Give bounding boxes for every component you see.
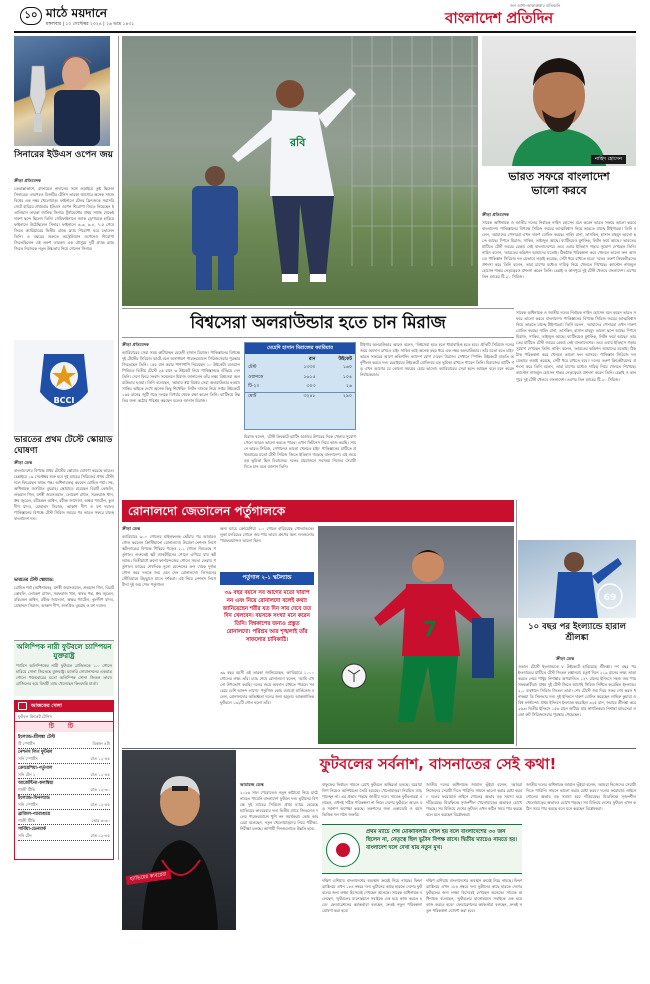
ronaldo-headline: রোনালদো জেতালেন পর্তুগালকে xyxy=(122,500,514,522)
india-squad-subheading: ভারতের টেস্ট স্কোয়াড: xyxy=(14,578,54,583)
tv-rows xyxy=(15,732,113,841)
career-table-row xyxy=(245,364,355,373)
womens-football-headline: অলিম্পিক নারী ফুটবলে চ্যাম্পিয়ন যুক্তরাষ্ট্র xyxy=(16,643,112,660)
mehidy-bowling-photo xyxy=(122,36,478,306)
football-body-col4: জাতীয় দলের অধিনায়ক জামাল ভূঁইয়া বলেন, 'আমরা নিজেদের সেরাটা দিতে পারিনি। সামনে ভালো করার চেষ্টা করব।' দলের ফরোয়ার্ড লাইনে গোলের অভাব বড় সমস্যা হয়ে দাঁড়িয়েছে। মিডফিল্ডে সৃজনশীল খেলোয়াড়ের অভাবও চোখে পড়ছে। সব মিলিয়ে দেশের ফুটবল এখন কঠিন সময় পার করছে বলে মনে করছেন বিশ্লেষকরা। xyxy=(426,782,522,818)
miraz-body-col3: টাইগার অলরাউন্ডার আরও বলেন, 'বিশ্বসেরা হতে হলে ধারাবাহিক হতে হবে। প্রতিটি সিরিজে দলের জয়ে অবদান রাখতে চাই। সাকিব ভাই অনেক বছর ধরে এক নম্বর অলরাউন্ডার। তাঁর মতো হতে চাই।' ভারত সফরের আগে কন্ডিশনিং ক্যাম্পে যোগ দেবেন মিরাজ। সেখানে স্পিনিং উইকেটে বাড়তি অনুশীলন করবে দল। চেন্নাইয়ের উইকেটে বোলিংয়ে বড় ভূমিকা রাখতে পারেন তিনি। মিরাজের ব্যাটিং গড় এখন আগের যে কোনো সময়ের চেয়ে ভালো। ক্যারিয়ারের সেরা ছন্দে আছেন বলে মনে করেন নির্বাচকরাও। xyxy=(360,342,514,378)
tv-icon xyxy=(18,702,27,710)
header-rule xyxy=(14,31,636,33)
miraz-byline: ক্রীড়া প্রতিবেদক xyxy=(122,342,149,347)
career-cell-fmt: টেস্ট xyxy=(248,365,257,371)
page-number: ১০ xyxy=(24,10,38,22)
football-body-col1: ২০২৬ সাল পেরোলেও নতুন কাঠামো নিয়ে মাঠে নামতে পারেনি বাংলাদেশ ফুটবল দল। ভুটানের বিপক্ষে দুই ম্যাচের সিরিজে প্রথম ম্যাচে হেরেছে হ্যাভিয়ের কাবরেরার দল। দ্বিতীয় ম্যাচে জিতলেও দলের পারফরম্যান্সে খুশি নন সমর্থকরা। কোচ কাবরেরা বলেছেন, নতুন খেলোয়াড়দের নিয়ে পরীক্ষা-নিরীক্ষা চলছে। আগামী দিনগুলোতে উন্নতি হবে। xyxy=(240,790,318,832)
nahid-byline: ক্রীড়া প্রতিবেদক xyxy=(482,212,509,217)
bcci-logo-panel xyxy=(14,340,114,432)
sri-lanka-body: ওভাল টেস্টে ইংল্যান্ডকে ৮ উইকেটে হারিয়েছে শ্রীলঙ্কা। দশ বছর পর ইংল্যান্ডের মাটিতে টেস্ট জিতল লঙ্কানরা। চতুর্থ দিনে ২১৯ রানের লক্ষ্য তাড়া করতে নেমে পাথুম নিশাঙ্কার অপরাজিত ১২৭ রানের ইনিংসে সহজ জয় পায় সফরকারীরা। প্রথম দুই টেস্ট জিতে আগেই সিরিজ নিশ্চিত করেছিল ইংল্যান্ড। ২-১ ব্যবধানে সিরিজ জিতল তারা। শেষ টেস্টে জয় দিয়ে সফর শেষ করল ধনাঞ্জয়া ডি সিলভার দল। দুই ইনিংসে দারুণ বোলিং করেছেন লাহিরু কুমারা ও বিশ্ব ফার্নান্দো। প্রথম ইনিংসে ইংল্যান্ড করেছিল ৩২৫ রান, জবাবে শ্রীলঙ্কা করে ২৬৩। দ্বিতীয় ইনিংসে ১৫৬ রানে গুটিয়ে যায় স্বাগতিকরা। নিশাঙ্কা ম্যাচসেরা ও জো রুট সিরিজসেরার পুরস্কার পেয়েছেন। xyxy=(518,664,636,718)
career-table xyxy=(245,356,355,402)
tv-event: নেশনস লিগ ফুটবল xyxy=(18,750,53,756)
career-cell-wkts: ২৯০ xyxy=(343,394,352,399)
career-cell-runs: ৩২৪৮ xyxy=(303,394,316,399)
india-squad-list: রোহিত শর্মা (অধিনায়ক), যশস্বী জয়সওয়াল, শুভমান গিল, বিরাট কোহলি, লোকেশ রাহুল, সরফরাজ খান, ঋষভ পন্ত, ধ্রুব জুরেল, রবিচন্দ্রন অশ্বিন, রবীন্দ্র জাদেজা, অক্ষর প্যাটেল, কুলদীপ যাদব, মোহাম্মদ সিরাজ, আকাশ দীপ, জসপ্রিত বুমরাহ ও যশ দয়াল। xyxy=(14,585,114,609)
tv-channel: সনি টেন xyxy=(18,832,32,838)
miraz-body-col1: ক্যারিয়ারের সেরা সময় কাটাচ্ছেন মেহেদী হাসান মিরাজ। পাকিস্তানের বিপক্ষে দুই টেস্টের সিরিজে ব্যাটে-বলে অসাধারণ পারফরম্যান্সে সিরিজসেরার পুরস্কার জিতেছেন তিনি। ১৫৫ রান করার পাশাপাশি নিয়েছেন ১০ উইকেট। রাওয়ালপিন্ডিতে দ্বিতীয় টেস্টে ২৬ রানে ৬ উইকেট নিয়ে পাকিস্তানকে গুঁড়িয়ে দেন তিনি। দেশে ফিরে সংবাদ সম্মেলনে মিরাজ জানালেন তাঁর লক্ষ্য বিশ্বসেরা অলরাউন্ডার হওয়া। তিনি বলেছেন, 'আমার স্বপ্ন বিশ্বের সেরা অলরাউন্ডার হওয়া। সাকিব ভাইকে দেখে অনেক কিছু শিখেছি।' লিটন দাসকে নিয়ে সপ্তম উইকেটে ১৬৫ রানের জুটি গড়ে দলকে বিপর্যয় থেকে রক্ষা করেন তিনি। ব্যাটিংয়ে উন্নতির জন্য কঠোর পরিশ্রম করছেন বলেও জানান মিরাজ। xyxy=(122,350,240,404)
career-table-header: রান উইকেট xyxy=(308,356,352,362)
tv-channel-heading: টি টি xyxy=(15,722,113,732)
ronaldo-body-col2: ৩৯ বছর বয়সী এই তারকা জানিয়েছেন, ক্যারিয়ারে ১০০০ গোলের লক্ষ্য তাঁর। ম্যাচ শেষে রোনালদো বলেন, 'আমি এখনো উপভোগ করছি। দলের জয়ে অবদান রাখতে পারলে সবচেয়ে বেশি আনন্দ লাগে।' পর্তুগিজ কোচ রবার্তো মার্তিনেজ বলেন, রোনালদোর অভিজ্ঞতা দলের জন্য অমূল্য। আন্তর্জাতিক ফুটবলে ১৩২টি গোল হলো তাঁর। xyxy=(220,670,314,706)
tv-event: সার্বিয়া-ডেনমার্ক xyxy=(18,826,46,832)
sinner-body: তেতাল্লাকাশে, রাফায়েল নাদালের সঙ্গে লড়াইয়ে তুষ্ট ছিলেন সিনারের। তারপরও বিজয়ীর টেনিস তারকা আগেরে অনেক সাজে বিশ্বের এক নম্বর খেলোয়াড়। ফাইনালে টেলর ফ্রিৎজকে সরাসরি সেটে হারিয়ে প্রথমবার ইউএস ওপেন শিরোপা জিতে নিয়েছেন ইতালিয়ান তারকা জানিক সিনার। টুর্নামেন্টের প্রথম সপ্তাহ থেকেই দারুণ ছন্দে ছিলেন তিনি। সেমিফাইনালে জ্যাক ড্রেপারকে হারিয়ে ফাইনালে উঠেছিলেন সিনার। ফাইনালে ৬-৩, ৬-৪, ৭-৫ গেমে জিতে ক্যারিয়ারের দ্বিতীয় গ্র্যান্ড স্ল্যাম শিরোপা ঘরে তোলেন তিনি। এ বছরের শুরুতে অস্ট্রেলিয়ান ওপেনেও শিরোপা জিতেছিলেন এই তরুণ তারকা। এক মৌসুমে দুটি গ্র্যান্ড স্ল্যাম জিতে নিজেকে নতুন উচ্চতায় নিয়ে গেলেন সিনার। xyxy=(14,186,114,252)
tv-channel: গাজী টিভি xyxy=(18,786,36,792)
india-squad-body: বাংলাদেশের বিপক্ষে প্রথম টেস্টের স্কোয়াড ঘোষণা করেছে ভারত। চেন্নাইয়ে ১৯ সেপ্টেম্বর শুরু হবে দুই ম্যাচের সিরিজের প্রথম টেস্ট। দলে ফিরেছেন ঋষভ পন্ত। অধিনায়কত্ব করবেন রোহিত শর্মা। সহ-অধিনায়ক জসপ্রিত বুমরাহ। স্কোয়াডে রয়েছেন বিরাট কোহলি, শুভমান গিল, যশস্বী জয়সওয়াল, লোকেশ রাহুল, সরফরাজ খান, ধ্রুব জুরেল, রবীচন্দ্রন অশ্বিন, রবীন্দ্র জাদেজা, অক্ষর প্যাটেল, কুলদীপ যাদব, মোহাম্মদ সিরাজ, আকাশ দীপ ও যশ দয়াল। পাকিস্তানের বিপক্ষে টেস্ট সিরিজ জয়ের পর ভারত সফরে যাচ্ছে বাংলাদেশ দল। xyxy=(14,468,114,522)
date-line: মঙ্গলবার | ১০ সেপ্টেম্বর ২০২৪ | ২৬ ভাদ্র ১৪৩১ xyxy=(46,22,135,27)
tv-channel: সনি স্পোর্টস xyxy=(18,802,38,808)
bff-logo-icon xyxy=(326,833,360,867)
nahid-body: সাবেক অধিনায়ক ও জাতীয় দলের নির্বাচক নাহিদ হোসেন মনে করেন ভারত সফরে ভালো করবে বাংলাদেশ। পাকিস্তানের বিপক্ষে সিরিজ জয়ের আত্মবিশ্বাস নিয়ে ভারতে যাচ্ছে টাইগাররা। তিনি বলেন, 'আমাদের পেসাররা এখন দারুণ বোলিং করছে। নাহিদ রানা, তাসকিন, হাসান মাহমুদ ভালো ছন্দে আছে। স্পিনে মিরাজ, সাকিব, তাইজুল আছে। ব্যাটিংয়েও মুশফিক, লিটন ফর্মে আছে।' ভারতের মাটিতে টেস্ট জয়ের রেকর্ড নেই বাংলাদেশের। তবে এবার ইতিহাস গড়ার সুযোগ দেখছেন তিনি। নাহিদ বলেন, 'ভারতের কন্ডিশন আমাদের মতোই। ঠিকঠাক পরিকল্পনা করে খেললে ভালো ফল আসবে। পাকিস্তান সিরিজে দল যেভাবে লড়াই করেছে, সেটা ধরে রাখতে হবে।' দলের তরুণ ক্রিকেটারদের প্রশংসা করে তিনি বলেন, তারা চাপের মধ্যেও দায়িত্ব নিয়ে খেলতে শিখেছে। ক্যাপ্টেন নাজমুল হোসেন শান্তর নেতৃত্বেরও প্রশংসা করেন তিনি। চেন্নাই ও কানপুরে দুই টেস্ট খেলবে বাংলাদেশ। এরপর তিন ম্যাচের টি-২০ সিরিজ। xyxy=(482,220,636,280)
nahid-headline: ভারত সফরে বাংলাদেশ ভালো করবে xyxy=(508,170,610,197)
tv-schedule xyxy=(14,700,114,860)
career-cell-wkts: ১৬০ xyxy=(343,365,352,371)
tv-channel: সনি টেন ২ xyxy=(18,771,36,777)
ronaldo-score-banner: পর্তুগাল ২-১ স্কটল্যান্ড xyxy=(220,572,314,585)
sri-lanka-headline: ১০ বছর পর ইংল্যান্ডে হারাল শ্রীলঙ্কা xyxy=(528,622,626,643)
tv-time: রাত ১২-৪৫ xyxy=(90,832,110,838)
tv-time: রাত ১২-৩০ xyxy=(90,786,110,792)
india-squad-byline: ক্রীড়া ডেস্ক xyxy=(14,460,33,465)
svg-text:BCCI: BCCI xyxy=(53,396,75,405)
tv-row xyxy=(18,749,110,764)
womens-football-body: প্যারিস অলিম্পিকের নারী ফুটবলে ব্রাজিলকে ১-০ গোলে হারিয়ে সোনা জিতেছে যুক্তরাষ্ট্র। ম্যালরি সোয়ানসনের একমাত্র গোলে পঞ্চমবারের মতো অলিম্পিক সোনা জিতল তারা। ব্রাজিলের হয়ে বিদায়ী ম্যাচ খেলেছেন কিংবদন্তি মার্তা। xyxy=(16,662,112,686)
india-squad-headline: ভারতের প্রথম টেস্টে স্কোয়াড ঘোষণা xyxy=(14,435,113,456)
masthead-logo: বাংলাদেশ প্রতিদিন xyxy=(445,9,553,27)
svg-text:7: 7 xyxy=(423,617,437,641)
tv-note: ফুটবল ক্রিকেট টেনিস xyxy=(15,712,113,722)
football-body-col5: দক্ষিণ এশিয়ায় বাংলাদেশের অবস্থান ক্রমেই নিচে নামছে। ফিফা র‍্যাঙ্কিংয়ে এখন ১৮৪ নম্বরে দল। ভুটানের কাছে হারকে দেশের ফুটবলের জন্য লজ্জা হিসেবেই দেখছেন অনেকে। সাবেক অধিনায়ক বলেছেন, 'ফুটবলের মানোন্নয়নে সবাইকে এক হয়ে কাজ করতে হবে।' ফেডারেশনের কর্মকর্তারা বলছেন, দ্রুতই নতুন পরিকল্পনা ঘোষণা করা হবে। xyxy=(426,878,522,914)
tv-row xyxy=(18,795,110,810)
football-byline: আমারজ ডেস্ক xyxy=(240,782,264,787)
football-quote-box xyxy=(322,824,522,874)
tv-channel: গাজী টিভি xyxy=(18,817,36,823)
tv-event: ক্রোয়েশিয়া-পর্তুগাল xyxy=(18,765,53,771)
tv-event: আর্জেন্টিনা-কলম্বিয়া xyxy=(18,780,54,786)
ronaldo-byline: ক্রীড়া ডেস্ক xyxy=(122,526,141,531)
career-table-row xyxy=(245,382,355,392)
cabrera-caption: হ্যাভিয়ের কাবরেরা xyxy=(126,870,171,885)
football-headline: ফুটবলের সর্বনাশ, বাসনাতের সেই কথা! xyxy=(319,754,557,773)
nahid-photo xyxy=(482,36,636,166)
tv-time: ভোর ৬-৩০ xyxy=(91,817,110,823)
womens-football-box xyxy=(14,640,114,696)
career-cell-fmt: মোট xyxy=(248,394,257,399)
svg-text:69: 69 xyxy=(603,593,617,603)
tv-row xyxy=(18,810,110,825)
nahid-caption: নাহিদ হোসেন xyxy=(591,155,626,164)
miraz-body-col2: মিরাজ বলেন, 'টেস্ট ক্রিকেটে ব্যাটিং অর্ডারে উপরের দিকে খেলার সুযোগ পেলে আরও ভালো করতে পারব। এখন ফিটনেস নিয়ে কাজ করছি। সামনে ভারত সিরিজ, সেখানেও ভালো খেলতে চাই।' পাকিস্তানের মাটিতে প্রথমবারের মতো টেস্ট সিরিজ জিতে ইতিহাস গড়েছে বাংলাদেশ। এই জয়ে বড় ভূমিকা ছিল মিরাজের। দলের প্রয়োজনে সবসময় নিজের সেরাটা দিতে চান বলে জানান তিনি। xyxy=(244,434,356,470)
left-column-rule xyxy=(118,36,119,860)
career-cell-runs: ১৩৩০ xyxy=(303,365,316,371)
career-cell-fmt: ওয়ানডে xyxy=(248,374,264,380)
bottom-section-rule xyxy=(122,748,636,749)
bcci-logo-icon xyxy=(14,340,114,432)
football-body-col3: দক্ষিণ এশিয়ায় বাংলাদেশের অবস্থান ক্রমেই নিচে নামছে। ফিফা র‍্যাঙ্কিংয়ে এখন ১৮৪ নম্বরে দল। ভুটানের কাছে হারকে দেশের ফুটবলের জন্য লজ্জা হিসেবেই দেখছেন অনেকে। সাবেক অধিনায়ক বলেছেন, 'ফুটবলের মানোন্নয়নে সবাইকে এক হয়ে কাজ করতে হবে।' ফেডারেশনের কর্মকর্তারা বলছেন, দ্রুতই নতুন পরিকল্পনা ঘোষণা করা হবে। xyxy=(322,878,422,914)
page-header xyxy=(0,0,650,30)
ronaldo-pull-quote: ৩৯ বছর বয়সে সব আগের মতো খারাপ নন এবং নিয়ে রোনালদো বলেই কথা! জানিয়েছেন শরীর যত দিন সায় দেবে তত দিন খেলবেন। বয়সকে সংখ্যা মনে করেন তিনি। বিশ্বকাপের জন্যও প্রস্তুত রোনালদো। পরিশ্রম আর শৃঙ্খলাই তাঁর সাফল্যের চাবিকাঠি। xyxy=(222,590,312,643)
page-section-title: মাঠে ময়দানে xyxy=(46,6,108,20)
nahid-body-continued: সাবেক অধিনায়ক ও জাতীয় দলের নির্বাচক নাহিদ হোসেন মনে করেন ভারত সফরে ভালো করবে বাংলাদেশ। পাকিস্তানের বিপক্ষে সিরিজ জয়ের আত্মবিশ্বাস নিয়ে ভারতে যাচ্ছে টাইগাররা। তিনি বলেন, 'আমাদের পেসাররা এখন দারুণ বোলিং করছে। নাহিদ রানা, তাসকিন, হাসান মাহমুদ ভালো ছন্দে আছে। স্পিনে মিরাজ, সাকিব, তাইজুল আছে। ব্যাটিংয়েও মুশফিক, লিটন ফর্মে আছে।' ভারতের মাটিতে টেস্ট জয়ের রেকর্ড নেই বাংলাদেশের। তবে এবার ইতিহাস গড়ার সুযোগ দেখছেন তিনি। নাহিদ বলেন, 'ভারতের কন্ডিশন আমাদের মতোই। ঠিকঠাক পরিকল্পনা করে খেললে ভালো ফল আসবে। পাকিস্তান সিরিজে দল যেভাবে লড়াই করেছে, সেটা ধরে রাখতে হবে।' দলের তরুণ ক্রিকেটারদের প্রশংসা করে তিনি বলেন, তারা চাপের মধ্যেও দায়িত্ব নিয়ে খেলতে শিখেছে। ক্যাপ্টেন নাজমুল হোসেন শান্তর নেতৃত্বেরও প্রশংসা করেন তিনি। চেন্নাই ও কানপুরে দুই টেস্ট খেলবে বাংলাদেশ। এরপর তিন ম্যাচের টি-২০ সিরিজ। xyxy=(516,310,636,382)
tv-banner: আজকের খেলা xyxy=(15,701,113,712)
ronaldo-body-col1: ক্যারিয়ারে ৯০০ গোলের মাইলফলক ছোঁয়ার পর আবারও গোল করলেন ক্রিস্টিয়ানো রোনালদো। উয়েফা নেশনস লিগে স্কটল্যান্ডের বিপক্ষে পিছিয়ে পড়েও ২-১ গোলে জিতেছে পর্তুগাল। শুরুতেই স্কট ম্যাকটমিনের গোলে এগিয়ে যায় স্কটল্যান্ড। দ্বিতীয়ার্ধে ব্রুনো ফার্নান্দেজের গোলে সমতা ফেরায় পর্তুগাল। ম্যাচের শেষদিকে নুনো মেন্দেসের ক্রস থেকে দুর্দান্ত গোল করে দলকে জয় এনে দেন রোনালদো। লিসবনের স্টেডিয়ামে উচ্ছ্বাসে মাতে দর্শকরা। এই নিয়ে নেশনস লিগে টানা দুই জয় পেল পর্তুগাল। xyxy=(122,534,216,588)
tv-channel: সনি স্পোর্টস xyxy=(18,756,38,762)
cabrera-photo xyxy=(122,750,236,930)
ronaldo-body-col2-top: অন্য ম্যাচে ক্রোয়েশিয়া ১-০ গোলে হারিয়েছে পোল্যান্ডকে। লুকা মদরিচের গোলে জয় পায় তারা। গ্রুপের অন্য দলগুলোর পারফরম্যান্সও ভালো ছিল। xyxy=(220,526,314,544)
sri-lanka-photo xyxy=(518,540,636,618)
career-cell-fmt: টি-২০ xyxy=(248,383,260,389)
tv-event: ইংল্যান্ড-শ্রীলঙ্কা টেস্ট xyxy=(18,734,55,740)
career-cell-wkts: ১০৪ xyxy=(343,374,352,380)
tv-row xyxy=(18,825,110,840)
tv-channel: টি স্পোর্টস xyxy=(18,740,35,746)
tv-time: রাত ১২-৪৫ xyxy=(90,802,110,808)
sri-lanka-byline: ক্রীড়া ডেস্ক xyxy=(556,656,575,661)
tv-time: বিকাল ৪টা xyxy=(92,740,110,746)
tv-row xyxy=(18,764,110,779)
football-body-col2: বাফুফের নির্বাচন সামনে রেখে ফুটবলে অস্থিরতা চলছে। ঘরোয়া লিগ নিয়েও অনিশ্চয়তা তৈরি হয়েছে। খেলোয়াড়রা নিয়মিত ম্যাচ পাচ্ছেন না। এর প্রভাব পড়ছে জাতীয় দলে। সাবেক ফুটবলাররা বলছেন, এখনই সঠিক পরিকল্পনা না নিলে দেশের ফুটবলে আরও বড় সর্বনাশ অপেক্ষা করছে। তরুণদের জন্য একাডেমি ও বয়সভিত্তিক দল গঠন জরুরি। xyxy=(322,782,422,818)
tv-time: রাত ১২-৪৫ xyxy=(90,771,110,777)
ronaldo-photo xyxy=(318,526,514,744)
sinner-byline: ক্রীড়া প্রতিবেদক xyxy=(14,178,41,183)
tv-event: ব্রাজিল-প্যারাগুয়ে xyxy=(18,811,51,817)
tv-time: রাত ১২-৪৫ xyxy=(90,756,110,762)
sinner-photo xyxy=(14,36,110,146)
career-box-title: মেহেদি হাসান মিরাজের ক্যারিয়ার xyxy=(245,343,355,354)
tv-row xyxy=(18,779,110,794)
miraz-career-box xyxy=(244,342,356,430)
miraz-headline: বিশ্বসেরা অলরাউন্ডার হতে চান মিরাজ xyxy=(122,308,514,338)
masthead-tagline: জন আশা-আকাঙ্ক্ষার প্রতিধ্বনি xyxy=(510,3,561,8)
career-cell-runs: ১৬১৫ xyxy=(303,374,316,380)
page-number-badge xyxy=(20,7,42,25)
tv-event: ইংল্যান্ড-ফিনল্যান্ড xyxy=(18,796,50,802)
svg-text:রবি: রবি xyxy=(290,136,306,149)
football-pull-quote: প্রথম ম্যাচে শেষ মোকাবিলার গোল হয় বলে বাংলাদেশের ৩০ জন ছিলেন না, নেতৃত্বে ছিল ভুটান বিপক্ষ রাখে। দ্বিতীয় ম্যাচেও নামতে হয়। বাংলাদেশ দলে দেখা যায় নতুন মুখ। xyxy=(366,829,518,851)
career-table-row xyxy=(245,373,355,382)
tv-row xyxy=(18,733,110,748)
football-body-col6: জাতীয় দলের অধিনায়ক জামাল ভূঁইয়া বলেন, 'আমরা নিজেদের সেরাটা দিতে পারিনি। সামনে ভালো করার চেষ্টা করব।' দলের ফরোয়ার্ড লাইনে গোলের অভাব বড় সমস্যা হয়ে দাঁড়িয়েছে। মিডফিল্ডে সৃজনশীল খেলোয়াড়ের অভাবও চোখে পড়ছে। সব মিলিয়ে দেশের ফুটবল এখন কঠিন সময় পার করছে বলে মনে করছেন বিশ্লেষকরা। xyxy=(526,782,636,812)
right-column-rule xyxy=(516,500,517,746)
career-cell-wkts: ২৬ xyxy=(346,383,352,389)
sinner-headline: সিনারের ইউএস ওপেন জয় xyxy=(14,150,113,160)
career-cell-runs: ৩০৩ xyxy=(306,383,316,389)
career-table-row xyxy=(245,392,355,402)
